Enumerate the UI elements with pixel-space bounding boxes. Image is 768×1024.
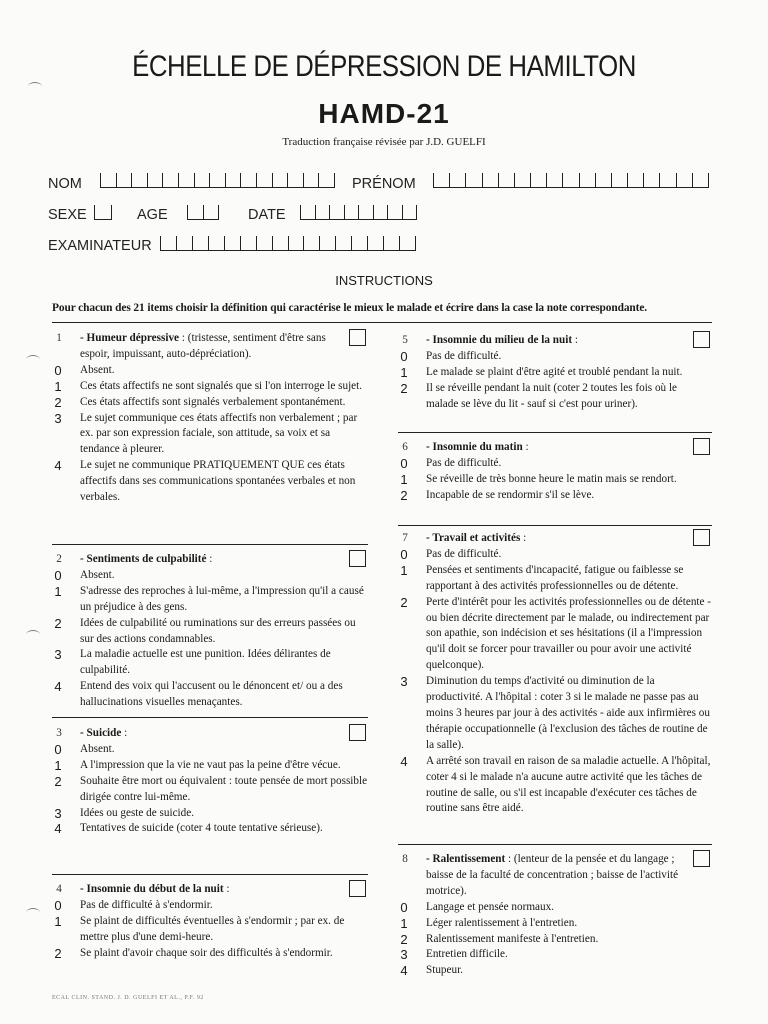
option-text: S'adresse des reproches à lui-même, a l'impression qu'il a causé un préjudice à des gens. [80,584,364,613]
option-text: Absent. [80,742,115,755]
item-header [52,331,368,363]
item-header [52,552,368,568]
option-score: 4 [400,753,408,769]
item-culpabilite [52,552,368,711]
option-row [52,946,368,962]
option-score: 3 [400,947,408,963]
score-box[interactable] [349,880,366,897]
option-score: 0 [400,348,408,364]
option-score: 3 [54,805,62,821]
option-row [52,806,368,822]
age-label: AGE [137,207,168,223]
option-score: 2 [54,773,62,789]
option-score: 2 [54,394,62,410]
score-box[interactable] [693,529,710,546]
item-description: : [520,532,527,544]
option-score: 0 [54,567,62,583]
option-score: 1 [400,562,408,578]
option-score: 0 [400,899,408,915]
option-score: 4 [54,458,62,474]
option-row [52,742,368,758]
item-header [398,333,712,349]
option-row [52,679,368,711]
item-number: 3 [56,727,62,739]
item-number: 8 [402,853,408,865]
date-label: DATE [248,207,286,223]
item-title: - Insomnie du matin [426,441,523,453]
option-row [52,914,368,946]
item-description: : [206,553,213,565]
option-text: La maladie actuelle est une punition. Idées délirantes de culpabilité. [80,648,331,677]
option-row [52,647,368,679]
prenom-label: PRÉNOM [352,176,416,192]
option-row [52,411,368,459]
option-row [398,381,712,413]
option-row [52,616,368,648]
nom-field[interactable] [100,173,335,187]
item-description: : (tristesse, sentiment d'être sans espoir, impuissant, auto-dépréciation). [80,332,326,360]
divider [52,874,368,875]
date-field[interactable] [300,205,417,219]
item-title: - Travail et activités [426,532,521,544]
item-title: - Insomnie du début de la nuit [80,883,224,895]
item-title: - Humeur dépressive [80,332,180,344]
scan-mark [26,630,40,639]
option-text: Souhaite être mort ou équivalent : toute pensée de mort possible dirigée contre lui-même. [80,774,368,803]
option-text: Idées ou geste de suicide. [80,806,195,819]
item-number: 6 [402,441,408,453]
option-row [398,932,712,948]
option-row [398,563,712,595]
age-field[interactable] [187,205,219,219]
option-text: Diminution du temps d'activité ou diminution de la productivité. A l'hôpital : coter 3 si le malade ne passe pas au moins 3 heures par jour à des activités - aide aux infirmières ou thérapie occupationnelle (à l'exclusion des tâches de routine de la salle). [426,675,710,751]
option-row [398,456,712,472]
option-row [398,916,712,932]
sexe-field[interactable] [94,205,112,219]
option-text: Pas de difficulté. [426,349,502,362]
option-score: 3 [54,647,62,663]
option-text: Ralentissement manifeste à l'entretien. [426,932,599,945]
option-score: 1 [400,471,408,487]
option-row [398,349,712,365]
item-title: - Sentiments de culpabilité [80,553,207,565]
scan-mark [26,908,40,917]
option-text: Perte d'intérêt pour les activités professionnelles ou de détente - ou bien décrite directement par le malade, ou indirectement par son apathie, son indécision et ses hésitations (il a l'impression qu'il doit se forcer pour travailler ou pour avoir une activité quelconque). [426,595,712,672]
sexe-label: SEXE [48,207,87,223]
item-header [52,882,368,898]
option-text: Se réveille de très bonne heure le matin mais se rendort. [426,472,677,485]
option-row [398,488,712,504]
option-score: 2 [400,380,408,396]
option-text: Se plaint d'avoir chaque soir des difficultés à s'endormir. [80,946,333,959]
option-score: 0 [54,362,62,378]
translation-credit: Traduction française révisée par J.D. GUELFI [282,136,486,148]
score-box[interactable] [349,724,366,741]
option-row [52,379,368,395]
item-header [398,440,712,456]
option-text: Pas de difficulté. [426,456,502,469]
divider [398,844,712,845]
item-header [398,531,712,547]
option-score: 3 [54,410,62,426]
score-box[interactable] [693,331,710,348]
item-insomnie-matin [398,440,712,504]
score-box[interactable] [349,329,366,346]
item-number: 4 [56,883,62,895]
option-text: Ces états affectifs sont signalés verbalement spontanément. [80,395,346,408]
option-score: 0 [400,455,408,471]
option-score: 0 [400,546,408,562]
option-row [52,568,368,584]
instructions-rule [52,322,712,323]
option-row [52,395,368,411]
option-row [52,821,368,837]
option-text: Langage et pensée normaux. [426,900,554,913]
prenom-field[interactable] [433,173,709,187]
item-ralentissement [398,852,712,979]
option-row [398,595,712,675]
item-humeur-depressive [52,331,368,506]
option-text: Entretien difficile. [426,948,508,961]
nom-label: NOM [48,176,82,192]
option-score: 1 [54,378,62,394]
option-score: 2 [54,945,62,961]
option-row [398,547,712,563]
item-description: : [522,441,529,453]
option-score: 0 [54,741,62,757]
option-row [398,754,712,818]
item-travail-activites [398,531,712,817]
option-row [398,472,712,488]
item-number: 7 [402,532,408,544]
item-insomnie-milieu [398,333,712,413]
scale-title: ÉCHELLE DE DÉPRESSION DE HAMILTON [132,50,636,83]
option-score: 4 [54,679,62,695]
score-box[interactable] [349,550,366,567]
option-row [398,963,712,979]
divider [398,525,712,526]
option-text: Il se réveille pendant la nuit (coter 2 toutes les fois où le malade se lève du lit - sauf si c'est pour uriner). [426,381,678,410]
item-description: : [121,727,128,739]
divider [52,717,368,718]
examinateur-field[interactable] [160,236,416,250]
item-description: : [572,334,578,346]
option-row [52,758,368,774]
option-text: A l'impression que la vie ne vaut pas la peine d'être vécue. [80,758,341,771]
score-box[interactable] [693,438,710,455]
option-row [398,947,712,963]
item-description: : (lenteur de la pensée et du langage ; baisse de la faculté de concentration ; baisse de l'activité motrice). [426,853,679,897]
option-text: Pas de difficulté. [426,547,502,560]
option-row [52,458,368,506]
option-score: 2 [400,931,408,947]
option-text: Absent. [80,363,115,376]
item-header [52,726,368,742]
item-suicide [52,726,368,837]
examinateur-label: EXAMINATEUR [48,238,152,254]
item-title: - Suicide [80,727,122,739]
option-text: Tentatives de suicide (coter 4 toute tentative sérieuse). [80,822,323,835]
scan-mark [26,355,40,364]
item-header [398,852,712,900]
item-number: 1 [56,332,62,344]
divider [398,432,712,433]
option-row [52,898,368,914]
option-score: 1 [54,757,62,773]
option-row [52,774,368,806]
option-text: Le malade se plaint d'être agité et troublé pendant la nuit. [426,365,683,378]
item-number: 2 [56,553,62,565]
option-text: Ces états affectifs ne sont signalés que si l'on interroge le sujet. [80,379,363,392]
scale-code: HAMD-21 [318,98,450,129]
option-text: A arrêté son travail en raison de sa maladie actuelle. A l'hôpital, coter 4 si le malade n'a aucune autre activité que les tâches de routine de salle, ou s'il est incapable d'exécuter ces tâches de routine sans être aidé. [426,754,711,815]
item-number: 5 [402,334,408,346]
option-score: 1 [400,364,408,380]
option-row [52,363,368,379]
divider [52,544,368,545]
option-text: Le sujet communique ces états affectifs non verbalement ; par ex. par son expression faciale, son attitude, sa voix et sa tendance à pleurer. [80,411,358,456]
option-score: 1 [54,913,62,929]
option-row [52,584,368,616]
option-score: 2 [54,615,62,631]
option-text: Pas de difficulté à s'endormir. [80,898,213,911]
option-score: 3 [400,674,408,690]
option-score: 2 [400,594,408,610]
option-score: 4 [400,963,408,979]
option-row [398,674,712,754]
item-insomnie-debut [52,882,368,962]
option-text: Entend des voix qui l'accusent ou le dénoncent et/ ou a des hallucinations visuelles menaçantes. [80,680,343,709]
item-description: : [223,883,230,895]
option-text: Incapable de se rendormir s'il se lève. [426,488,595,501]
footer-reference: ECAL CLIN. STAND. J. D. GUELFI ET AL., P.F. 92 [52,995,204,1001]
instructions-text: Pour chacun des 21 items choisir la définition qui caractérise le mieux le malade et écrire dans la case la note correspondante. [52,302,648,314]
option-text: Stupeur. [426,964,463,977]
scan-mark [28,82,42,91]
option-row [398,365,712,381]
item-title: - Insomnie du milieu de la nuit [426,334,573,346]
option-text: Le sujet ne communique PRATIQUEMENT QUE ces états affectifs dans ses communications spontanées verbales et non verbales. [80,459,356,504]
option-score: 4 [54,821,62,837]
option-text: Se plaint de difficultés éventuelles à s'endormir ; par ex. de mettre plus d'une demi-heure. [80,914,345,943]
option-score: 1 [400,915,408,931]
option-row [398,900,712,916]
score-box[interactable] [693,850,710,867]
instructions-title: INSTRUCTIONS [335,273,433,288]
option-text: Idées de culpabilité ou ruminations sur des erreurs passées ou sur des actions condamnables. [80,616,356,645]
option-text: Pensées et sentiments d'incapacité, fatigue ou faiblesse se rapportant à des activités professionnelles ou de détente. [426,563,684,592]
option-text: Léger ralentissement à l'entretien. [426,916,578,929]
option-score: 1 [54,583,62,599]
item-title: - Ralentissement [426,853,506,865]
option-text: Absent. [80,568,115,581]
option-score: 0 [54,897,62,913]
option-score: 2 [400,487,408,503]
